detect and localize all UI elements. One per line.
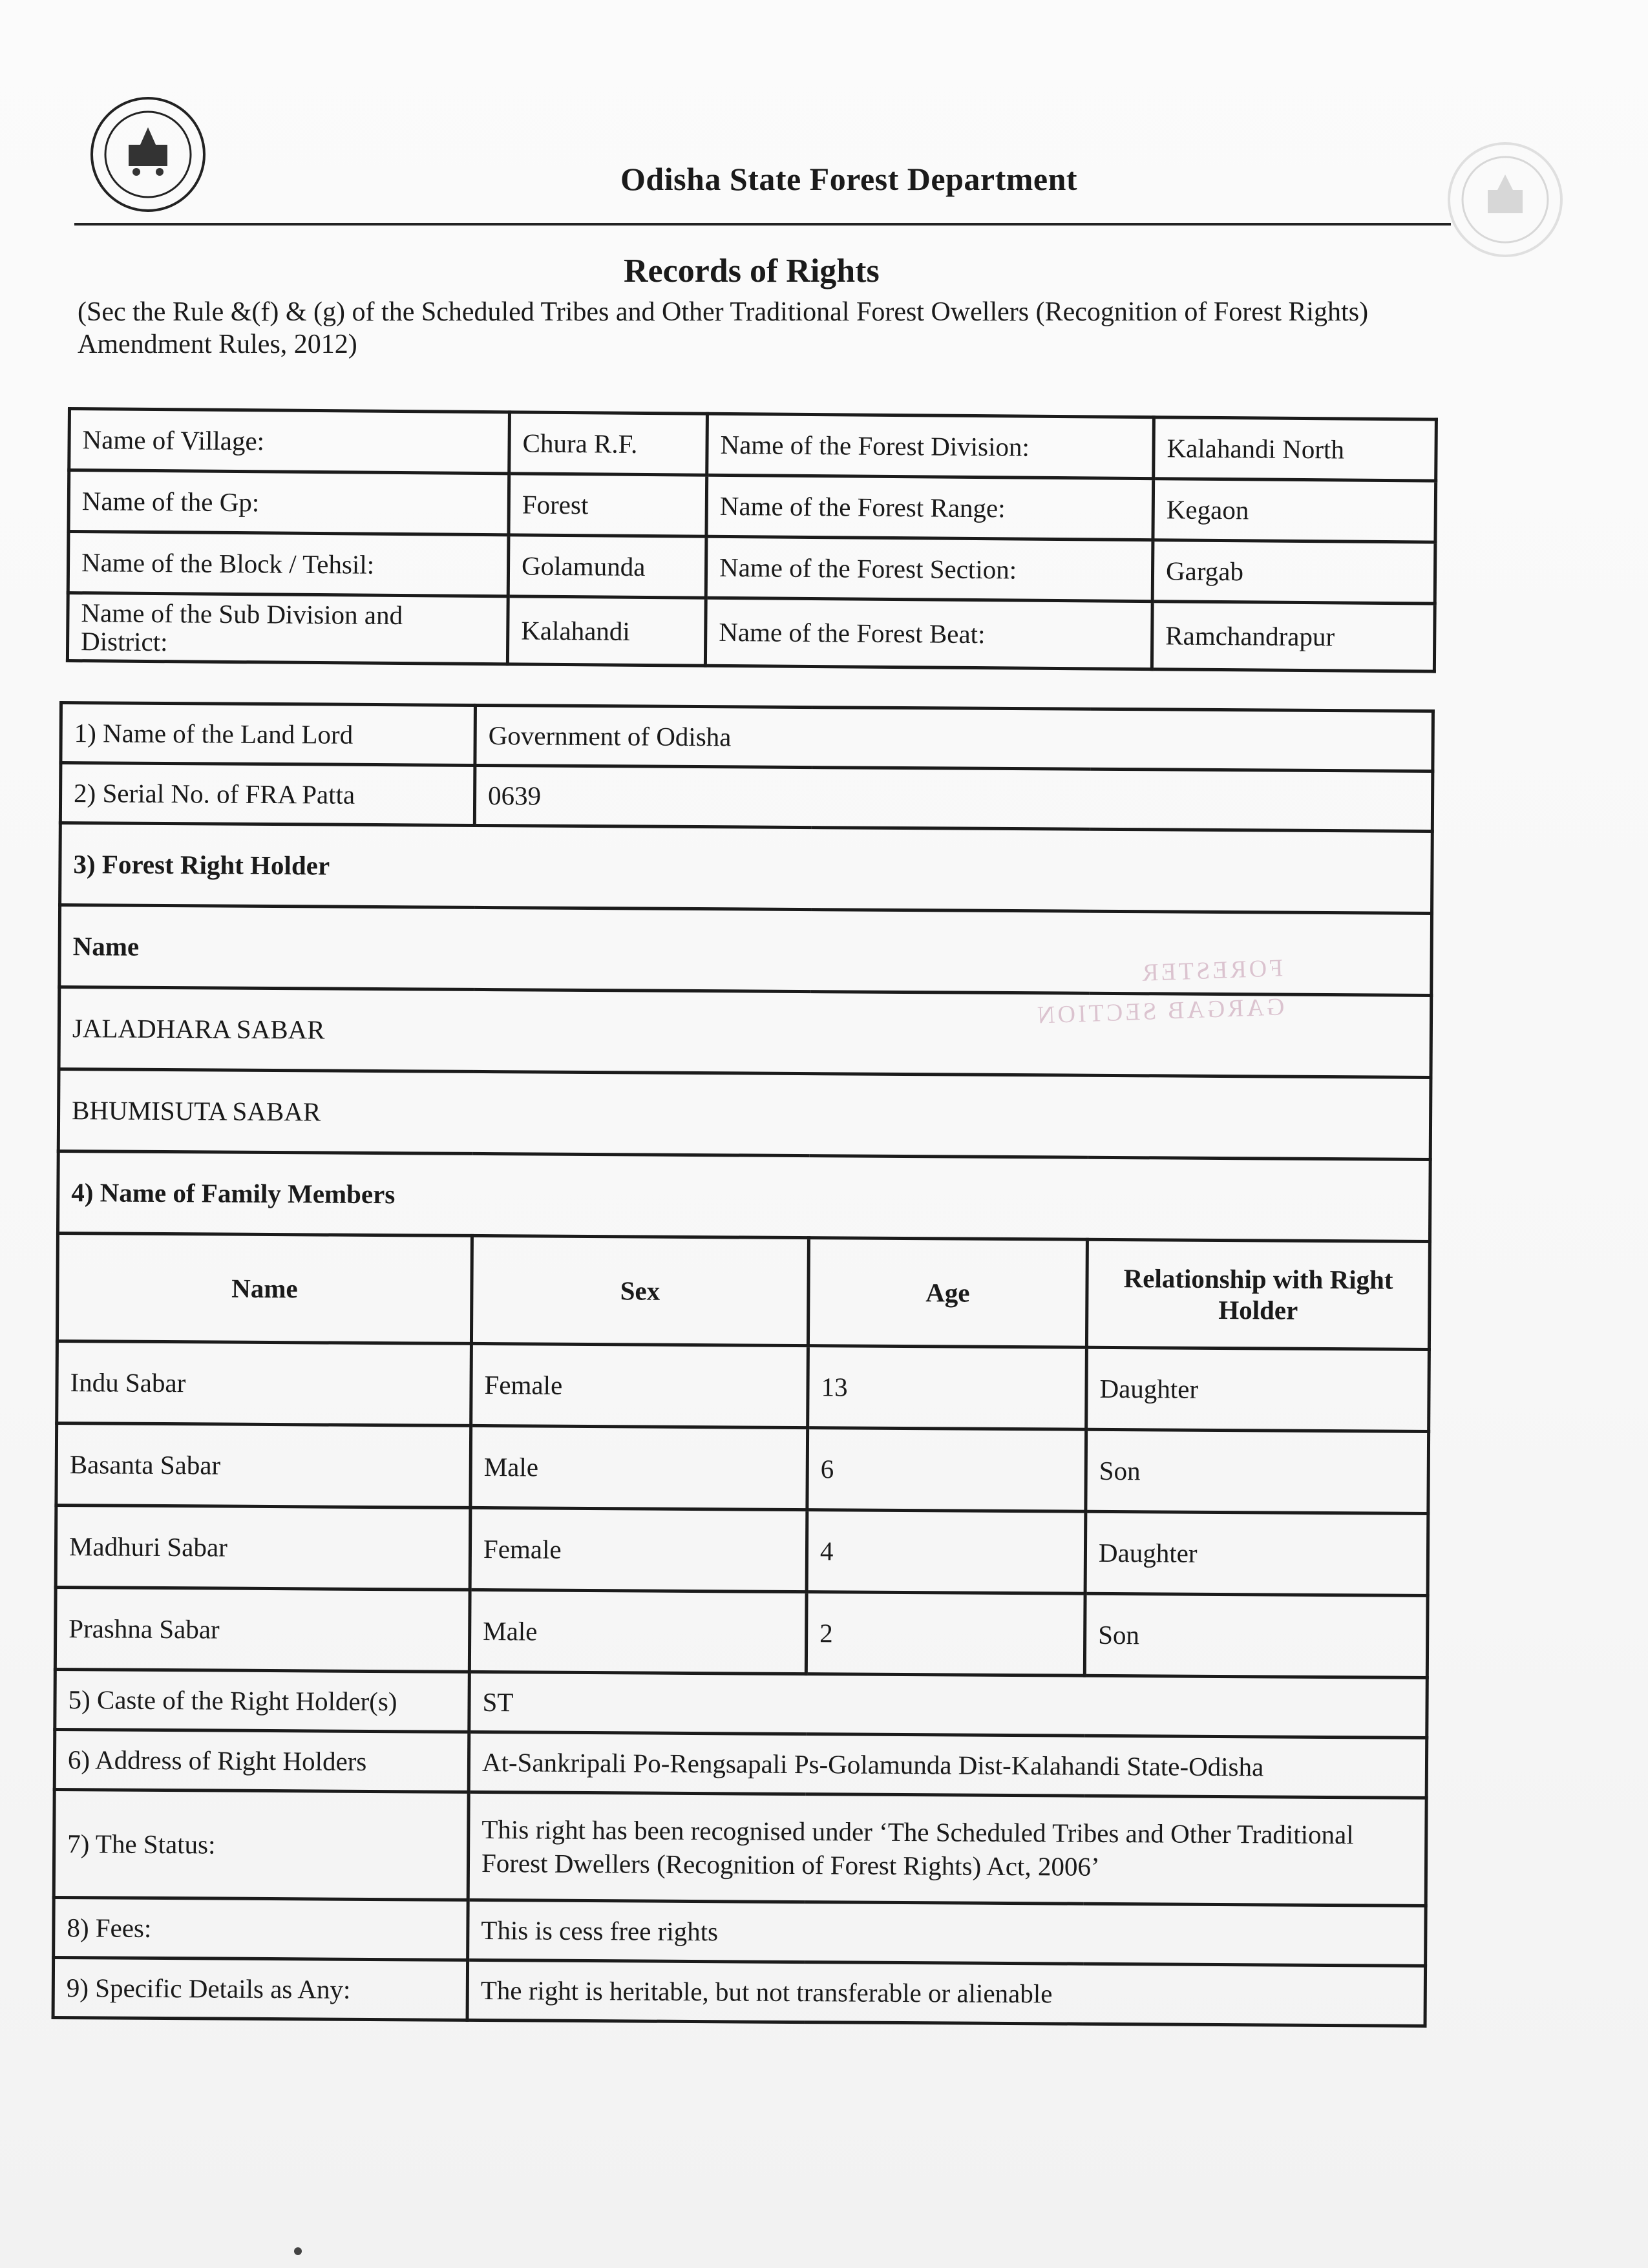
member-name: Madhuri Sabar [56,1505,470,1590]
location-row [68,532,1435,604]
odisha-emblem-icon [90,97,206,212]
member-age: 6 [807,1428,1086,1512]
details-label: 9) Specific Details as Any: [53,1957,468,2020]
status-value [468,1792,1426,1906]
family-member-row [57,1341,1430,1431]
status-label: 7) The Status: [54,1789,469,1900]
column-header-relationship: Relationship with Right Holder [1086,1239,1430,1349]
village-label: Name of Village: [69,409,510,474]
division-label: Name of the Forest Division: [707,414,1154,478]
land-lord-label: 1) Name of the Land Lord [61,703,476,766]
serial-label: 2) Serial No. of FRA Patta [60,763,475,826]
member-name: Indu Sabar [57,1341,472,1425]
location-row [67,593,1435,672]
member-relation: Daughter [1086,1347,1430,1431]
land-lord-value: Government of Odisha [475,705,1433,771]
right-holder-heading-row [60,823,1433,914]
holder-name: BHUMISUTA SABAR [58,1069,1431,1160]
details-row [53,1957,1426,2026]
member-name: Prashna Sabar [55,1587,470,1672]
location-table [66,407,1438,673]
page-subtitle: (Sec the Rule &(f) & (g) of the Scheduled Tribes and Other Traditional Forest Owellers (Recognition of Forest Rights) Amendment Rules, 2012) [78,297,1369,359]
beat-value: Ramchandrapur [1152,602,1435,671]
family-member-row [55,1587,1428,1677]
member-relation: Daughter [1085,1511,1428,1595]
status-line: Forest Dwellers (Recognition of Forest Rights) Act, 2006’ [481,1848,1100,1882]
gp-label: Name of the Gp: [69,470,509,535]
caste-label: 5) Caste of the Right Holder(s) [55,1669,470,1732]
member-relation: Son [1084,1593,1428,1677]
range-label: Name of the Forest Range: [706,475,1154,540]
family-header-row [57,1233,1430,1349]
column-header-name: Name [57,1233,472,1343]
address-label: 6) Address of Right Holders [54,1729,469,1792]
faded-emblem-icon [1448,142,1563,257]
family-member-row [56,1505,1428,1595]
department-name: Odisha State Forest Department [620,161,1078,197]
block-value: Golamunda [508,535,706,598]
name-heading: Name [59,905,1432,996]
member-sex: Female [470,1507,807,1591]
family-member-row [56,1423,1429,1513]
member-name: Basanta Sabar [56,1423,471,1507]
column-header-sex: Sex [471,1235,808,1345]
location-row [69,470,1436,543]
member-sex: Female [471,1343,808,1427]
family-heading: 4) Name of Family Members [58,1151,1430,1242]
page-speck [294,2247,302,2255]
holder-row [59,987,1431,1078]
fees-value: This is cess free rights [468,1900,1426,1966]
village-value: Chura R.F. [509,412,708,475]
status-line: This right has been recognised under ‘The Scheduled Tribes and Other Traditional [481,1814,1354,1850]
subdivision-value: Kalahandi [507,596,706,666]
column-header-age: Age [808,1238,1087,1348]
address-value: At-Sankripali Po-Rengsapali Ps-Golamunda Dist-Kalahandi State-Odisha [469,1732,1427,1798]
location-row [69,409,1437,481]
family-heading-row [58,1151,1430,1242]
details-value: The right is heritable, but not transferable or alienable [467,1960,1426,2026]
holder-row [58,1069,1431,1160]
member-sex: Male [470,1425,808,1509]
stamp-line: FORESTER [1139,954,1284,987]
section-value: Gargab [1152,540,1435,604]
fees-label: 8) Fees: [54,1897,469,1960]
caste-value: ST [469,1672,1428,1738]
status-row [54,1789,1426,1906]
stamp-line: GARGAB SECTION [1034,993,1285,1029]
member-sex: Male [469,1590,807,1674]
subdivision-label: Name of the Sub Division and District: [67,593,508,664]
fees-row [54,1897,1426,1966]
section-label: Name of the Forest Section: [706,536,1153,601]
header-divider [74,223,1451,226]
address-row [54,1729,1427,1798]
record-table [52,701,1435,2028]
division-value: Kalahandi North [1154,417,1437,481]
page-title: Records of Rights [624,253,880,289]
right-holder-heading: 3) Forest Right Holder [60,823,1433,914]
block-label: Name of the Block / Tehsil: [68,532,509,596]
land-lord-row [61,703,1433,772]
holder-name: JALADHARA SABAR [59,987,1431,1078]
serial-value: 0639 [474,765,1433,831]
caste-row [55,1669,1428,1738]
beat-label: Name of the Forest Beat: [705,598,1152,669]
gp-value: Forest [509,474,707,536]
member-age: 2 [806,1592,1085,1676]
range-value: Kegaon [1153,479,1436,542]
name-heading-row [59,905,1432,996]
member-age: 13 [808,1346,1087,1430]
member-relation: Son [1086,1429,1429,1513]
serial-row [60,763,1433,832]
member-age: 4 [807,1510,1086,1594]
